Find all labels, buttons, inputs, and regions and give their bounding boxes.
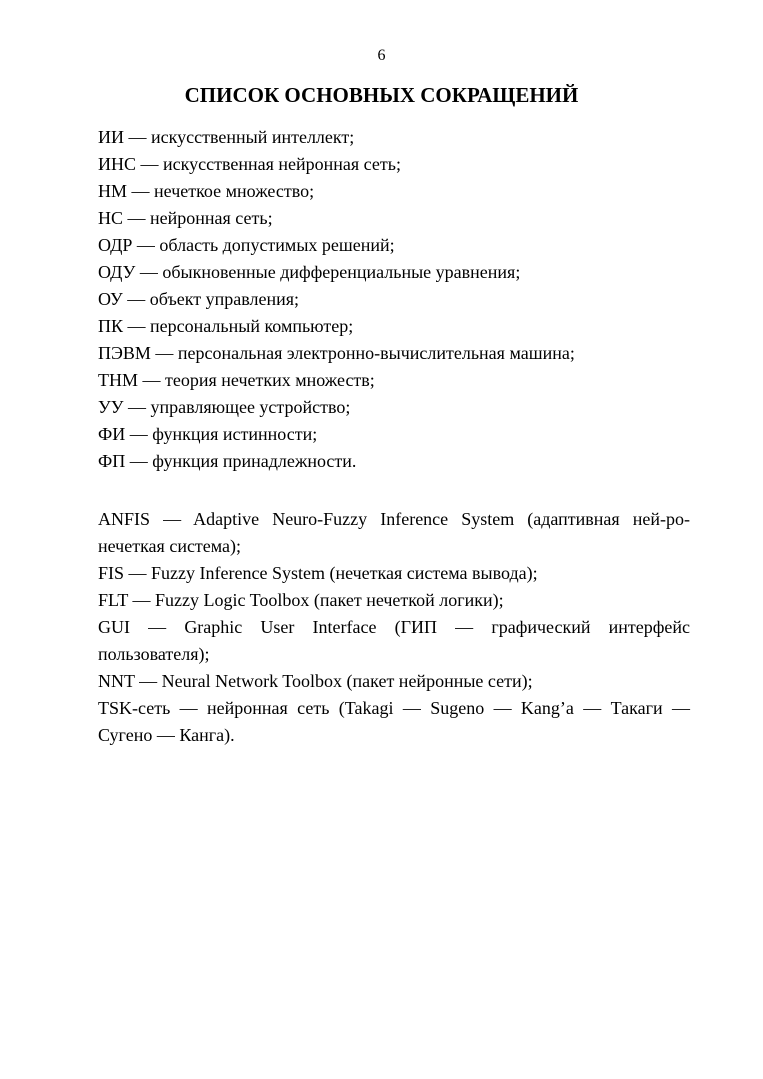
separator: —	[148, 617, 167, 637]
abbreviation-item	[98, 124, 690, 151]
page-number: 6	[377, 47, 386, 64]
abbreviation-item	[98, 205, 690, 232]
abbreviation-term: ИНС	[98, 154, 137, 174]
abbreviation-description: искусственный интеллект;	[151, 127, 355, 147]
abbreviation-description: нейронная сеть (Takagi — Sugeno — Kang’a — Такаги — Сугено — Канга).	[98, 698, 690, 745]
separator: —	[128, 127, 147, 147]
abbreviation-item	[98, 695, 690, 749]
separator: —	[128, 397, 146, 417]
separator: —	[142, 370, 161, 390]
abbreviation-term: НС	[98, 208, 124, 228]
separator: —	[163, 509, 182, 529]
abbreviation-description: функция истинности;	[152, 424, 318, 444]
abbreviation-term: УУ	[98, 397, 124, 417]
abbreviation-description: объект управления;	[149, 289, 300, 309]
separator: —	[140, 154, 159, 174]
abbreviation-term: FIS	[98, 563, 125, 583]
abbreviation-term: НМ	[98, 181, 128, 201]
abbreviation-item	[98, 614, 690, 668]
abbreviation-item	[98, 313, 690, 340]
abbreviation-item	[98, 506, 690, 560]
abbreviation-item	[98, 394, 690, 421]
separator: —	[128, 563, 147, 583]
abbreviation-item	[98, 421, 690, 448]
abbreviation-term: ПЭВМ	[98, 343, 151, 363]
abbreviation-term: ПК	[98, 316, 124, 336]
abbreviation-description: Graphic User Interface (ГИП — графический интерфейс пользователя);	[98, 617, 691, 664]
abbreviation-description: Adaptive Neuro-Fuzzy Inference System (адаптивная ней-ро-нечеткая система);	[98, 509, 691, 556]
abbreviation-item	[98, 259, 690, 286]
abbreviation-item	[98, 587, 690, 614]
abbreviation-term: FLT	[98, 590, 129, 610]
abbreviation-description: область допустимых решений;	[159, 235, 395, 255]
separator: —	[129, 451, 148, 471]
abbreviation-description: нечеткое множество;	[154, 181, 315, 201]
abbreviation-description: управляющее устройство;	[150, 397, 351, 417]
abbreviation-term: ANFIS	[98, 509, 151, 529]
separator: —	[127, 316, 146, 336]
separator: —	[127, 289, 146, 309]
abbreviation-item	[98, 448, 690, 475]
abbreviation-item	[98, 286, 690, 313]
abbreviation-description: Fuzzy Inference System (нечеткая система вывода);	[151, 563, 538, 583]
abbreviation-description: персональный компьютер;	[150, 316, 354, 336]
separator: —	[132, 590, 151, 610]
abbreviation-term: ТНМ	[98, 370, 138, 390]
abbreviation-description: персональная электронно-вычислительная машина;	[177, 343, 575, 363]
separator: —	[179, 698, 198, 718]
abbreviation-description: Neural Network Toolbox (пакет нейронные сети);	[161, 671, 533, 691]
separator: —	[139, 262, 158, 282]
abbreviation-description: нейронная сеть;	[150, 208, 273, 228]
abbreviation-term: GUI	[98, 617, 130, 637]
abbreviation-description: теория нечетких множеств;	[165, 370, 375, 390]
abbreviation-description: обыкновенные дифференциальные уравнения;	[162, 262, 521, 282]
abbreviation-item	[98, 151, 690, 178]
abbreviation-item	[98, 367, 690, 394]
abbreviation-description: искусственная нейронная сеть;	[163, 154, 401, 174]
abbreviation-item	[98, 340, 690, 367]
abbreviation-term: ОДУ	[98, 262, 136, 282]
abbreviation-term: ОУ	[98, 289, 123, 309]
abbreviation-description: Fuzzy Logic Toolbox (пакет нечеткой логики);	[155, 590, 504, 610]
page-title: СПИСОК ОСНОВНЫХ СОКРАЩЕНИЙ	[184, 83, 579, 107]
abbreviation-term: NNT	[98, 671, 135, 691]
separator: —	[155, 343, 174, 363]
abbreviation-term: TSK-сеть	[98, 698, 171, 718]
russian-abbreviation-list	[98, 124, 690, 475]
english-abbreviation-list	[98, 506, 690, 749]
abbreviation-term: ФП	[98, 451, 126, 471]
separator: —	[129, 424, 148, 444]
abbreviation-item	[98, 560, 690, 587]
abbreviation-item	[98, 178, 690, 205]
abbreviation-description: функция принадлежности.	[152, 451, 357, 471]
abbreviation-term: ФИ	[98, 424, 126, 444]
separator: —	[131, 181, 150, 201]
abbreviation-item	[98, 232, 690, 259]
abbreviation-term: ИИ	[98, 127, 124, 147]
separator: —	[127, 208, 146, 228]
abbreviation-term: ОДР	[98, 235, 133, 255]
separator: —	[139, 671, 158, 691]
separator: —	[136, 235, 155, 255]
abbreviation-item	[98, 668, 690, 695]
